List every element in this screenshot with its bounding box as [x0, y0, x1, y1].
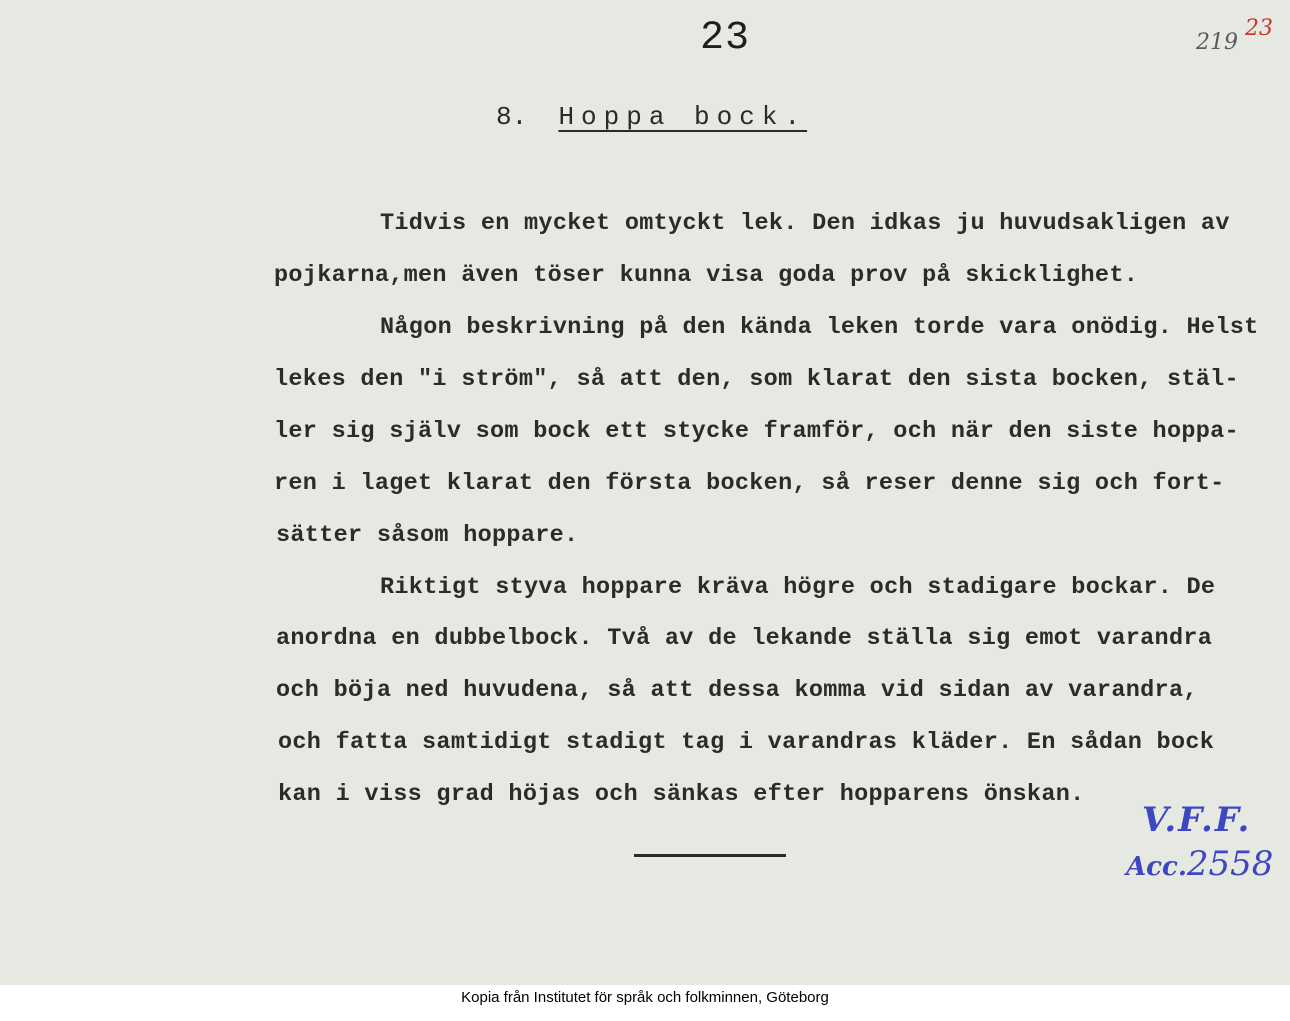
text-line: ren i laget klarat den första bocken, så reser denne sig och fort-: [274, 470, 1225, 497]
text-line: kan i viss grad höjas och sänkas efter hopparens önskan.: [278, 781, 1085, 808]
stamp-top-text: V.F.F.: [1142, 800, 1252, 840]
text-line: pojkarna,men även töser kunna visa goda prov på skicklighet.: [274, 262, 1139, 289]
text-line: ler sig själv som bock ett stycke framför, och när den siste hoppa-: [274, 418, 1239, 445]
text-line: anordna en dubbelbock. Två av de lekande ställa sig emot varandra: [276, 625, 1213, 652]
stamp-number: 2558: [1186, 844, 1274, 884]
text-line: Någon beskrivning på den kända leken torde vara onödig. Helst: [380, 314, 1259, 341]
text-line: och fatta samtidigt stadigt tag i varandras kläder. En sådan bock: [278, 729, 1215, 756]
handwritten-page-number: 219: [1196, 30, 1238, 55]
footer-credit: Kopia från Institutet för språk och folkminnen, Göteborg: [461, 989, 829, 1006]
text-line: Riktigt styva hoppare kräva högre och stadigare bockar. De: [380, 574, 1216, 601]
text-line: lekes den "i ström", så att den, som klarat den sista bocken, stäl-: [274, 366, 1239, 393]
stamp-prefix: Acc.: [1126, 852, 1187, 882]
text-line: och böja ned huvudena, så att dessa komma vid sidan av varandra,: [276, 677, 1198, 704]
text-line: Tidvis en mycket omtyckt lek. Den idkas ju huvudsakligen av: [380, 210, 1230, 237]
stamp-bottom-text: [1126, 844, 1273, 884]
heading-number: 8.: [496, 102, 528, 132]
page-number: 23: [700, 16, 751, 61]
text-line: sätter såsom hoppare.: [276, 522, 579, 549]
closing-rule: [634, 854, 786, 857]
heading-title: Hoppa bock.: [558, 102, 808, 132]
handwritten-red-page-number: 23: [1245, 16, 1273, 41]
archive-stamp: [1122, 800, 1290, 896]
section-heading: [496, 102, 807, 132]
